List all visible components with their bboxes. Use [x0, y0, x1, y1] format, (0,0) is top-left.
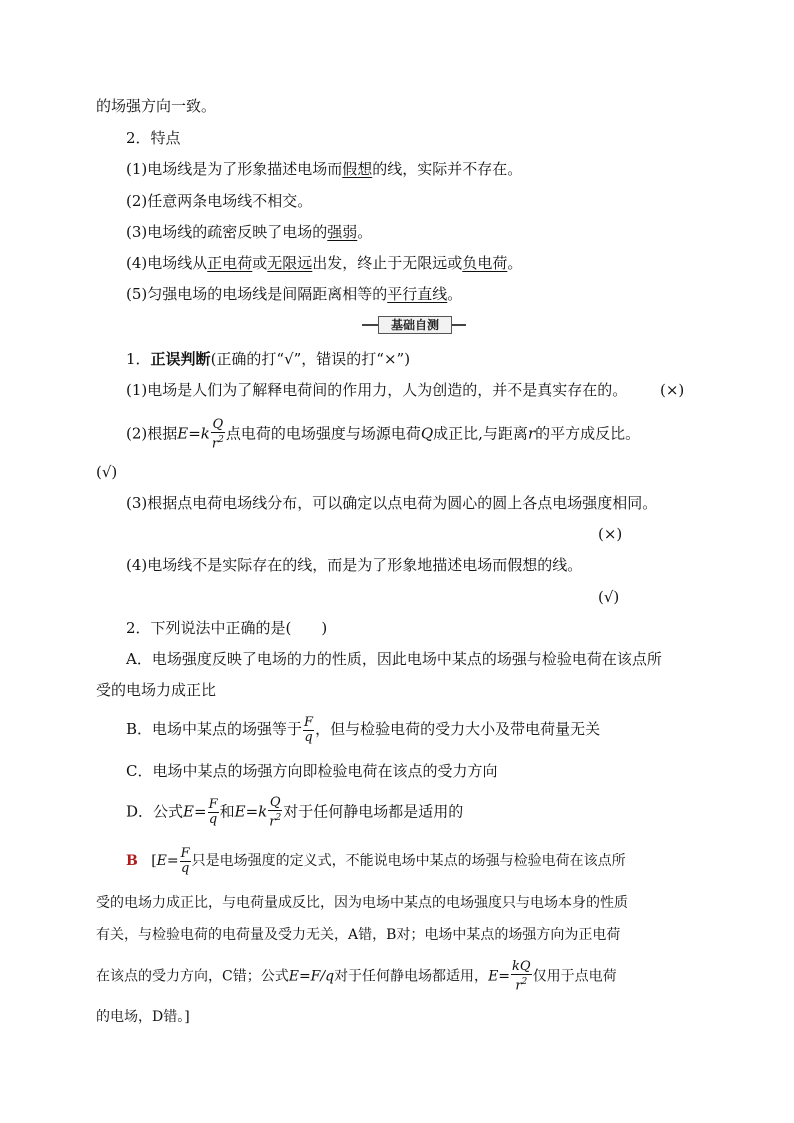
answer-line-1: B [E= $\frac{F}{q}$ 只是电场强度的定义式，不能说电场中某点的场强与检验电荷在该点所: [126, 845, 626, 876]
fraction-q-over-r2: $\frac{Q}{r^2}$: [269, 795, 282, 830]
fraction-f-over-q: $\frac{F}{q}$: [180, 845, 190, 876]
q1-statement-1: (1)电场是人们为了解释电荷间的作用力，人为创造的，并不是真实存在的。: [126, 381, 628, 399]
option-d: D．公式E= $\frac{F}{q}$ 和E=k $\frac{Q}{r^2}$ 对于任何静电场都是适用的: [126, 795, 464, 830]
question-2-stem: 2．下列说法中正确的是( ): [126, 619, 328, 637]
feature-item-5: (5)匀强电场的电场线是间隔距离相等的平行直线。: [126, 285, 463, 303]
answer-line-4: 在该点的受力方向，C错；公式E=F/q对于任何静电场都适用，E= $\frac{kQ}{r^2}$ 仅用于点电荷: [96, 959, 617, 994]
option-a-line-1: A．电场强度反映了电场的力的性质，因此电场中某点的场强与检验电荷在该点所: [126, 650, 662, 668]
question-1-heading: 1．正误判断(正确的打“√”，错误的打“×”): [126, 350, 411, 368]
text-line: 的场强方向一致。: [96, 97, 217, 115]
feature-item-1: (1)电场线是为了形象描述电场而假想的线，实际并不存在。: [126, 160, 523, 178]
answer-line-3: 有关，与检验电荷的电荷量及受力无关，A错，B对；电场中某点的场强方向为正电荷: [96, 927, 621, 943]
fraction-kq-over-r2: $\frac{kQ}{r^2}$: [512, 959, 531, 994]
q1-statement-3: (3)根据点电荷电场线分布，可以确定以点电荷为圆心的圆上各点电场强度相同。: [126, 494, 658, 512]
option-a-line-2: 受的电场力成正比: [96, 681, 217, 699]
answer-line-2: 受的电场力成正比，与电荷量成反比，因为电场中某点的电场强度只与电场本身的性质: [96, 895, 628, 911]
fraction-f-over-q: $\frac{F}{q}$: [208, 797, 218, 828]
fraction-f-over-q: $\frac{F}{q}$: [304, 714, 314, 745]
q1-mark-3: (×): [598, 525, 623, 543]
section-banner: [362, 316, 466, 334]
feature-item-4: (4)电场线从正电荷或无限远出发，终止于无限远或负电荷。: [126, 254, 523, 272]
feature-item-3: (3)电场线的疏密反映了电场的强弱。: [126, 223, 373, 241]
banner-rule-right: [450, 324, 466, 326]
fraction-q-over-r2: $\frac{Q}{r^2}$: [211, 417, 224, 452]
q1-mark-1: (×): [660, 381, 685, 399]
q1-mark-4: (√): [598, 588, 620, 606]
q1-statement-2: (2)根据E=k $\frac{Q}{r^2}$ 点电荷的电场强度与场源电荷Q成正比,与距离r的平方成反比。: [126, 417, 641, 452]
q1-statement-4: (4)电场线不是实际存在的线，而是为了形象地描述电场而假想的线。: [126, 556, 583, 574]
option-c: C．电场中某点的场强方向即检验电荷在该点的受力方向: [126, 762, 498, 780]
section-heading: 2．特点: [126, 129, 181, 147]
answer-letter: B: [126, 853, 138, 869]
feature-item-2: (2)任意两条电场线不相交。: [126, 192, 313, 210]
banner-rule-left: [362, 324, 378, 326]
answer-line-5: 的电场，D错。]: [96, 1009, 190, 1025]
q1-mark-2: (√): [96, 463, 118, 481]
banner-title: 基础自测: [390, 318, 439, 332]
option-b: B．电场中某点的场强等于 $\frac{F}{q}$ ，但与检验电荷的受力大小及带电荷量无关: [126, 714, 601, 745]
